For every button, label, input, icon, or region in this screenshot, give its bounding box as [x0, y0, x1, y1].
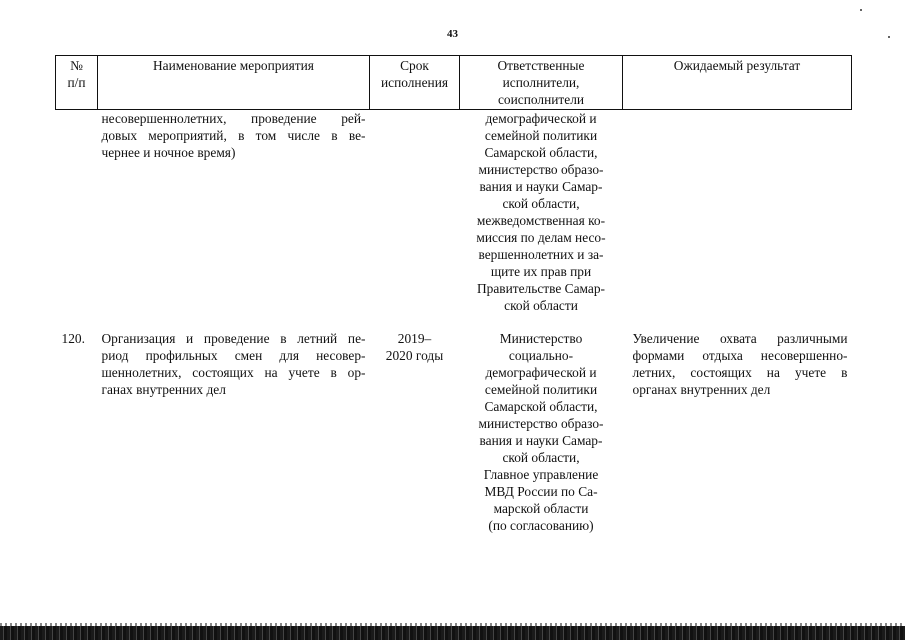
- table-row: [56, 330, 852, 534]
- row-number: [56, 110, 98, 315]
- table-header: [56, 56, 852, 110]
- header-activity-name: Наименование мероприятия: [98, 56, 370, 110]
- activity-name-line: чернее и ночное время): [101, 145, 236, 160]
- header-term: Срок исполнения: [370, 56, 460, 110]
- activity-name-line: ганах внутренних дел: [101, 382, 226, 397]
- header-expected-result: Ожидаемый результат: [623, 56, 852, 110]
- responsible: [460, 330, 623, 534]
- activity-name-line: несовершеннолетних, проведение рей-: [101, 111, 366, 126]
- responsible-line: социально-: [508, 348, 574, 363]
- scan-speck: [888, 36, 890, 38]
- responsible-line: вания и науки Самар-: [479, 179, 603, 194]
- responsible-line: вания и науки Самар-: [479, 433, 603, 448]
- term: [370, 330, 460, 534]
- term: [370, 110, 460, 315]
- header-responsible: Ответственные исполнители, соисполнители: [460, 56, 623, 110]
- activity-name-line: Организация и проведение в летний пе-: [101, 331, 366, 346]
- activity-name: [98, 330, 370, 534]
- responsible-line: семейной политики: [484, 128, 598, 143]
- responsible-line: миссия по делам несо-: [476, 230, 606, 245]
- responsible: [460, 110, 623, 315]
- expected-result: [623, 330, 852, 534]
- responsible-line: демографической и: [485, 365, 597, 380]
- responsible-line: семейной политики: [484, 382, 598, 397]
- responsible-line: межведомственная ко-: [476, 213, 606, 228]
- activity-name-line: довых мероприятий, в том числе в ве-: [101, 128, 366, 143]
- activity-name-line: риод профильных смен для несовер-: [101, 348, 366, 363]
- expected-result-line: органах внутренних дел: [632, 382, 771, 397]
- header-number: № п/п: [56, 56, 98, 110]
- responsible-line: ской области,: [502, 450, 580, 465]
- responsible-line: марской области: [493, 501, 589, 516]
- expected-result-line: формами отдыха несовершенно-: [632, 348, 848, 363]
- responsible-line: Министерство: [499, 331, 583, 346]
- responsible-line: вершеннолетних и за-: [478, 247, 604, 262]
- term-line: 2020 годы: [385, 348, 444, 363]
- expected-result-line: Увеличение охвата различными: [632, 331, 848, 346]
- responsible-line: Главное управление: [483, 467, 599, 482]
- responsible-line: (по согласованию): [488, 518, 594, 533]
- responsible-line: Правительстве Самар-: [476, 281, 606, 296]
- responsible-line: МВД России по Са-: [484, 484, 598, 499]
- table-body: [56, 110, 852, 535]
- page-number: 43: [447, 28, 458, 40]
- responsible-line: щите их прав при: [490, 264, 592, 279]
- activities-table: [55, 55, 852, 534]
- responsible-line: демографической и: [485, 111, 597, 126]
- expected-result-line: летних, состоящих на учете в: [632, 365, 848, 380]
- responsible-line: ской области,: [502, 196, 580, 211]
- term-line: 2019–: [397, 331, 432, 346]
- table-row: [56, 110, 852, 315]
- responsible-line: Самарской области,: [484, 399, 598, 414]
- responsible-line: министерство образо-: [478, 416, 604, 431]
- responsible-line: ской области: [504, 298, 578, 313]
- responsible-line: министерство образо-: [478, 162, 604, 177]
- activity-name: [98, 110, 370, 315]
- row-number: 120.: [61, 331, 85, 346]
- responsible-line: Самарской области,: [484, 145, 598, 160]
- activity-name-line: шеннолетних, состоящих на учете в ор-: [101, 365, 366, 380]
- scan-speck: [860, 9, 862, 11]
- scan-bottom-edge: [0, 626, 905, 640]
- expected-result: [623, 110, 852, 315]
